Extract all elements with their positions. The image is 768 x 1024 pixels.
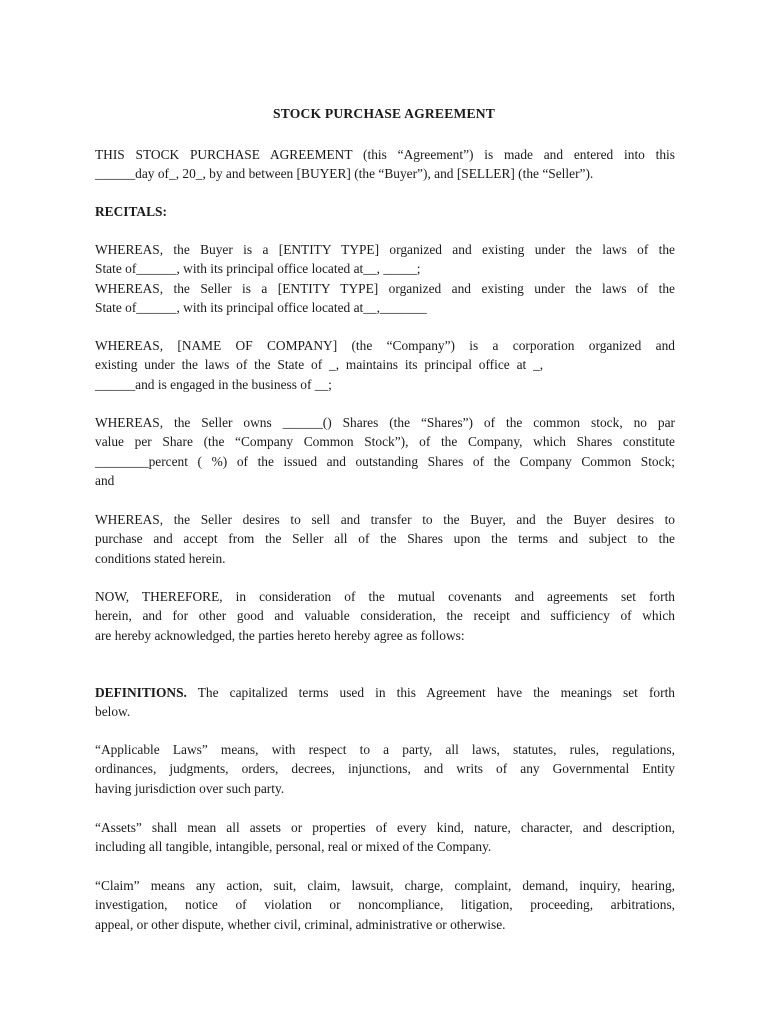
whereas-sale-paragraph	[95, 510, 675, 568]
definitions-heading: DEFINITIONS.	[95, 685, 187, 700]
whereas-parties-paragraph	[95, 240, 675, 317]
claim-definition	[95, 876, 675, 934]
text-line: ______day of_, 20_, by and between [BUYER] (the “Buyer”), and [SELLER] (the “Seller”).	[95, 166, 594, 182]
text-line: “Claim” means any action, suit, claim, lawsuit, charge, complaint, demand, inquiry, hearing,	[95, 878, 675, 893]
section-heading: RECITALS:	[95, 204, 167, 219]
text-line: having jurisdiction over such party.	[95, 780, 285, 796]
text-line: including all tangible, intangible, personal, real or mixed of the Company.	[95, 839, 492, 855]
preamble-paragraph	[95, 145, 675, 184]
text-line: “Applicable Laws” means, with respect to a party, all laws, statutes, rules, regulations,	[95, 742, 675, 757]
text-line: NOW, THEREFORE, in consideration of the mutual covenants and agreements set forth	[95, 589, 675, 604]
text-line: WHEREAS, [NAME OF COMPANY] (the “Company”) is a corporation organized and	[95, 338, 675, 353]
text-line: conditions stated herein.	[95, 550, 226, 566]
text-line: WHEREAS, the Buyer is a [ENTITY TYPE] organized and existing under the laws of the	[95, 242, 675, 257]
now-therefore-paragraph	[95, 587, 675, 645]
text-line: State of______, with its principal office located at__, _____;	[95, 261, 421, 277]
text-line: herein, and for other good and valuable consideration, the receipt and sufficiency of which	[95, 608, 675, 624]
definitions-paragraph	[95, 683, 675, 722]
text-line: “Assets” shall mean all assets or properties of every kind, nature, character, and description,	[95, 820, 675, 835]
text-line: ______and is engaged in the business of __;	[95, 376, 332, 392]
whereas-shares-paragraph	[95, 413, 675, 490]
text-line: appeal, or other dispute, whether civil, criminal, administrative or otherwise.	[95, 916, 506, 932]
applicable-laws-definition	[95, 740, 675, 798]
text-line	[95, 683, 675, 702]
whereas-company-paragraph	[95, 336, 675, 394]
text-segment: The capitalized terms used in this Agreement have the meanings set forth	[186, 685, 675, 700]
text-line: WHEREAS, the Seller is a [ENTITY TYPE] organized and existing under the laws of the	[95, 280, 675, 296]
text-line: ________percent ( %) of the issued and outstanding Shares of the Company Common Stock;	[95, 453, 675, 469]
text-line: WHEREAS, the Seller owns ______() Shares (the “Shares”) of the common stock, no par	[95, 415, 675, 430]
text-line: and	[95, 472, 115, 488]
recitals-heading	[95, 202, 675, 221]
text-line: State of______, with its principal office located at__,_______	[95, 299, 427, 315]
text-line: THIS STOCK PURCHASE AGREEMENT (this “Agreement”) is made and entered into this	[95, 147, 675, 162]
text-line: value per Share (the “Company Common Stock”), of the Company, which Shares constitute	[95, 434, 675, 450]
text-line: ordinances, judgments, orders, decrees, injunctions, and writs of any Governmental Entity	[95, 761, 675, 777]
text-line: investigation, notice of violation or noncompliance, litigation, proceeding, arbitrations,	[95, 897, 675, 913]
text-line: WHEREAS, the Seller desires to sell and transfer to the Buyer, and the Buyer desires to	[95, 512, 675, 527]
text-line: existing under the laws of the State of _, maintains its principal office at _,	[95, 357, 544, 373]
document-title: STOCK PURCHASE AGREEMENT	[272, 106, 496, 121]
text-line: purchase and accept from the Seller all of the Shares upon the terms and subject to the	[95, 531, 675, 547]
assets-definition	[95, 818, 675, 857]
text-line: are hereby acknowledged, the parties hereto hereby agree as follows:	[95, 627, 465, 643]
text-line: below.	[95, 704, 131, 720]
